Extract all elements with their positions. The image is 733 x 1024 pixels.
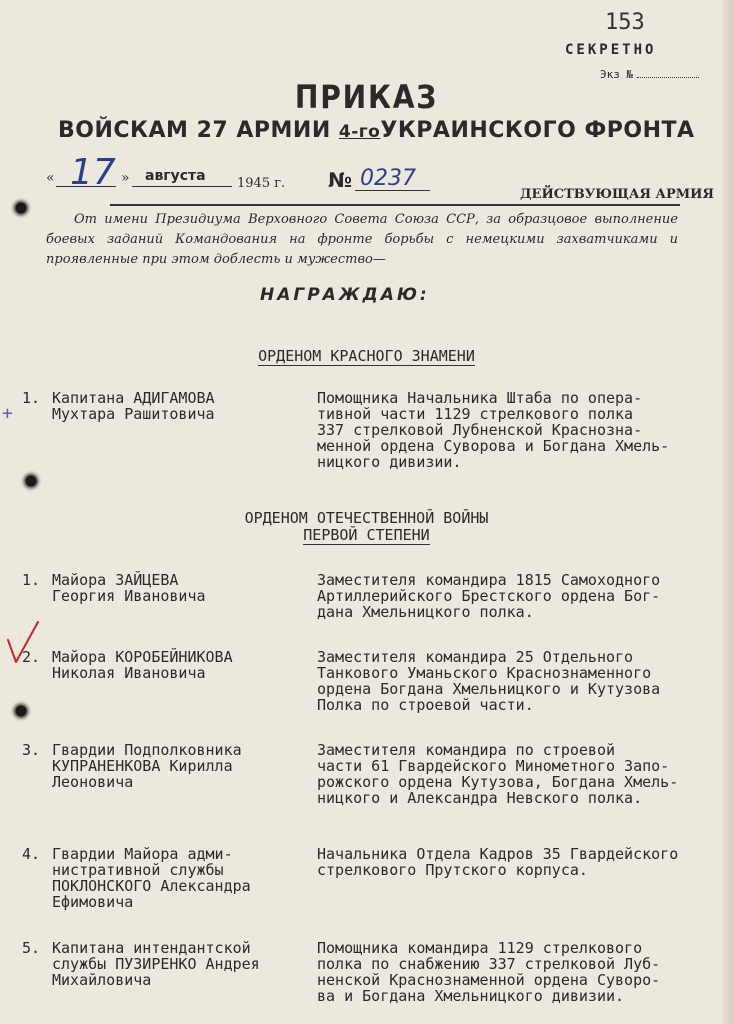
document-subtitle	[58, 118, 695, 143]
date-year: 1945 г.	[237, 176, 286, 191]
order-heading-red-banner-text: ОРДЕНОМ КРАСНОГО ЗНАМЕНИ	[258, 347, 475, 365]
award-word: НАГРАЖДАЮ:	[260, 285, 430, 305]
copy-label: Экз №	[600, 68, 634, 81]
preamble	[46, 210, 678, 270]
punch-hole	[10, 197, 32, 219]
entry-number: 1.	[22, 389, 41, 407]
subtitle-part1: ВОЙСКАМ 27 АРМИИ	[58, 118, 331, 143]
page-number: 153	[605, 10, 645, 35]
entry-position: Заместителя командира 25 Отдельного Танкового Уманьского Краснознаменного ордена Богдана Хмельницкого и Кутузова Полка по строевой части.	[317, 648, 661, 714]
handwritten-order-number: 0237	[360, 166, 416, 191]
date-month: августа	[145, 168, 206, 184]
army-label: ДЕЙСТВУЮЩАЯ АРМИЯ	[520, 187, 714, 202]
punch-hole	[20, 470, 42, 492]
entry-position: Помощника Начальника Штаба по опера- тивной части 1129 стрелкового полка 337 стрелковой Лубненской Краснозна- менной ордена Суворова и Богдана Хмель- ницкого дивизии.	[317, 389, 670, 471]
order-heading-patriotic-war	[0, 510, 733, 545]
entry-name: Гвардии Майора адми- нистративной службы ПОКЛОНСКОГО Александра Ефимовича	[52, 845, 251, 911]
preamble-text: От имени Президиума Верховного Совета Союза ССР, за образцовое выполнение боевых заданий Командования на фронте борьбы с немецкими захватчиками и проявленные при этом доблесть и мужество—	[46, 212, 678, 267]
red-check-mark	[6, 618, 40, 666]
entry-position: Заместителя командира 1815 Самоходного Артиллерийского Брестского ордена Бог- дана Хмельницкого полка.	[317, 571, 661, 621]
month-underline	[132, 186, 232, 187]
punch-hole	[10, 700, 32, 722]
order-heading-line2: ПЕРВОЙ СТЕПЕНИ	[303, 526, 430, 544]
date-open-quote: «	[46, 170, 55, 186]
subtitle-inserted: 4-го	[338, 122, 381, 142]
plus-mark: +	[2, 403, 13, 424]
entry-number: 5.	[22, 939, 41, 957]
entry-number: 2.	[22, 648, 41, 666]
order-heading-line1: ОРДЕНОМ ОТЕЧЕСТВЕННОЙ ВОЙНЫ	[244, 509, 489, 527]
entry-position: Начальника Отдела Кадров 35 Гвардейского стрелкового Прутского корпуса.	[317, 845, 679, 879]
subtitle-part2: УКРАИНСКОГО ФРОНТА	[380, 118, 695, 143]
entry-position: Заместителя командира по строевой части 61 Гвардейского Минометного Запо- рожского ордена Кутузова, Богдана Хмель- ницкого и Александра Невского полка.	[317, 741, 679, 807]
entry-name: Капитана АДИГАМОВА Мухтара Рашитовича	[52, 389, 215, 423]
entry-number: 1.	[22, 571, 41, 589]
order-heading-red-banner	[0, 348, 733, 366]
entry-name: Гвардии Подполковника КУПРАНЕНКОВА Кирилла Леоновича	[52, 741, 242, 791]
document-title: ПРИКАЗ	[294, 78, 439, 116]
entry-name: Майора КОРОБЕЙНИКОВА Николая Ивановича	[52, 648, 233, 682]
date-close-quote: »	[121, 170, 130, 186]
handwritten-day: 17	[70, 152, 116, 193]
entry-name: Майора ЗАЙЦЕВА Георгия Ивановича	[52, 571, 206, 605]
entry-number: 3.	[22, 741, 41, 759]
header-divider	[110, 204, 680, 206]
entry-position: Помощника командира 1129 стрелкового полка по снабжению 337 стрелковой Луб- ненской Краснознаменной ордена Суворо- ва и Богдана Хмельницкого дивизии.	[317, 939, 661, 1005]
entry-number: 4.	[22, 845, 41, 863]
secret-stamp: СЕКРЕТНО	[565, 42, 657, 58]
entry-name: Капитана интендантской службы ПУЗИРЕНКО Андрея Михайловича	[52, 939, 260, 989]
order-number-label: №	[328, 168, 353, 192]
